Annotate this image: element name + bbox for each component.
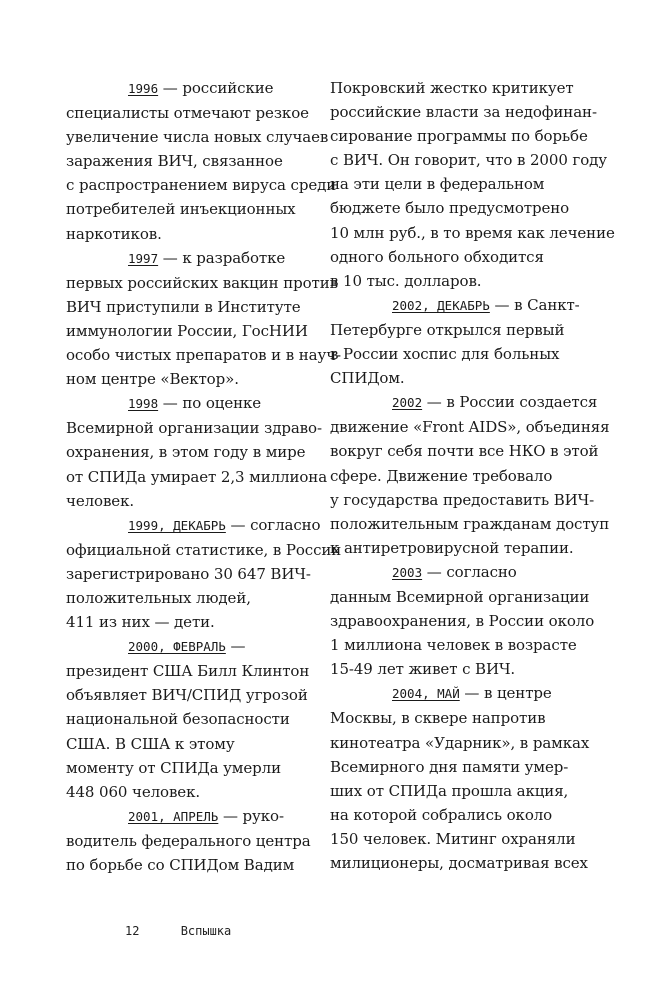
line-text: Всемирной организации здраво- bbox=[66, 419, 322, 438]
line-text: вокруг себя почти все НКО в этой bbox=[330, 442, 599, 461]
line-text: ВИЧ приступили в Институте bbox=[66, 297, 301, 316]
line-text: Петербурге открылся первый bbox=[330, 320, 565, 339]
line-text: — российские bbox=[158, 79, 274, 97]
text-line bbox=[66, 707, 318, 731]
line-text: президент США Билл Клинтон bbox=[66, 662, 310, 681]
page-footer bbox=[125, 924, 231, 938]
line-text: потребителей инъекционных bbox=[66, 200, 296, 219]
text-line bbox=[330, 439, 599, 463]
line-text: наркотиков. bbox=[66, 224, 162, 243]
text-line bbox=[66, 319, 318, 343]
date-marker: 2002 bbox=[392, 395, 423, 411]
text-line bbox=[330, 633, 592, 657]
text-line bbox=[66, 343, 342, 367]
text-line bbox=[66, 222, 318, 246]
line-text: официальной статистике, в России bbox=[66, 540, 342, 559]
text-line bbox=[330, 221, 615, 245]
line-text: к антиретровирусной терапии. bbox=[330, 538, 574, 557]
text-line bbox=[66, 271, 338, 295]
line-text: положительных людей, bbox=[66, 588, 251, 607]
date-marker: 1999, ДЕКАБРЬ bbox=[128, 517, 226, 533]
line-text: 10 млн руб., в то время как лечение bbox=[330, 223, 615, 242]
date-marker: 2001, АПРЕЛЬ bbox=[128, 808, 219, 824]
line-text: специалисты отмечают резкое bbox=[66, 104, 309, 123]
line-text: — в России создается bbox=[422, 393, 598, 412]
text-line bbox=[66, 610, 318, 634]
line-text: — в центре bbox=[459, 684, 552, 703]
line-text: первых российских вакцин против bbox=[66, 273, 338, 292]
text-line bbox=[66, 173, 337, 197]
text-line bbox=[330, 269, 592, 293]
text-line bbox=[66, 246, 318, 271]
line-text: водитель федерального центра bbox=[66, 831, 311, 850]
text-line bbox=[330, 342, 592, 366]
line-text: 15-49 лет живет с ВИЧ. bbox=[330, 660, 516, 679]
text-line bbox=[330, 245, 592, 269]
line-text: с распространением вируса среди bbox=[66, 176, 337, 195]
line-text: данным Всемирной организации bbox=[330, 587, 590, 606]
text-line bbox=[330, 585, 592, 609]
text-line bbox=[66, 125, 329, 149]
line-text: человек. bbox=[66, 491, 135, 510]
date-marker: 2002, ДЕКАБРЬ bbox=[392, 297, 490, 313]
text-line bbox=[66, 659, 318, 683]
date-marker: 2000, ФЕВРАЛЬ bbox=[128, 639, 226, 655]
line-text: — bbox=[225, 637, 246, 656]
text-line bbox=[66, 829, 318, 853]
line-text: милиционеры, досматривая всех bbox=[330, 854, 588, 872]
line-text: ном центре «Вектор». bbox=[66, 370, 239, 389]
text-line bbox=[330, 560, 592, 585]
line-text: 448 060 человек. bbox=[66, 782, 201, 801]
text-line bbox=[66, 513, 321, 538]
line-text: США. В США к этому bbox=[66, 734, 235, 753]
text-line bbox=[66, 149, 318, 173]
line-text: бюджете было предусмотрено bbox=[330, 199, 570, 218]
line-text: движение «Front AIDS», объединяя bbox=[330, 418, 610, 437]
text-line bbox=[330, 148, 607, 172]
line-text: — по оценке bbox=[158, 394, 262, 413]
text-line bbox=[330, 390, 598, 415]
text-line bbox=[330, 124, 592, 148]
line-text: на которой собрались около bbox=[330, 805, 553, 824]
text-line bbox=[66, 489, 318, 513]
line-text: — согласно bbox=[422, 562, 517, 581]
text-line bbox=[330, 366, 592, 390]
line-text: зарегистрировано 30 647 ВИЧ- bbox=[66, 564, 311, 583]
line-text: заражения ВИЧ, связанное bbox=[66, 152, 283, 171]
line-text: на эти цели в федеральном bbox=[330, 175, 545, 194]
line-text: в 10 тыс. долларов. bbox=[330, 271, 482, 290]
text-line bbox=[330, 731, 592, 755]
text-line bbox=[66, 76, 318, 101]
line-text: сирование программы по борьбе bbox=[330, 127, 588, 146]
left-column bbox=[66, 76, 342, 877]
text-line bbox=[330, 851, 592, 875]
text-line bbox=[330, 681, 592, 706]
text-line bbox=[66, 538, 342, 562]
text-line bbox=[66, 295, 318, 319]
line-text: Всемирного дня памяти умер- bbox=[330, 757, 569, 776]
text-line bbox=[66, 465, 328, 489]
line-text: 1 миллиона человек в возрасте bbox=[330, 636, 577, 655]
text-line bbox=[66, 416, 322, 440]
text-line bbox=[66, 440, 318, 464]
date-marker: 1996 bbox=[128, 81, 159, 96]
text-line bbox=[330, 706, 592, 730]
line-text: по борьбе со СПИДом Вадим bbox=[66, 856, 295, 874]
text-line bbox=[330, 657, 592, 681]
line-text: Москвы, в сквере напротив bbox=[330, 709, 546, 728]
line-text: положительным гражданам доступ bbox=[330, 514, 610, 533]
line-text: здравоохранения, в России около bbox=[330, 612, 595, 631]
line-text: Покровский жестко критикует bbox=[330, 79, 574, 97]
text-line bbox=[66, 197, 318, 221]
line-text: СПИДом. bbox=[330, 369, 405, 388]
text-line bbox=[66, 683, 318, 707]
line-text: моменту от СПИДа умерли bbox=[66, 758, 281, 777]
text-line bbox=[330, 609, 595, 633]
text-line bbox=[66, 367, 318, 391]
text-line bbox=[66, 101, 318, 125]
text-line bbox=[66, 562, 318, 586]
text-line bbox=[330, 803, 592, 827]
text-line bbox=[330, 415, 610, 439]
text-line bbox=[66, 634, 318, 659]
line-text: особо чистых препаратов и в науч- bbox=[66, 346, 342, 365]
text-line bbox=[66, 732, 318, 756]
text-line bbox=[66, 853, 318, 877]
text-line bbox=[330, 827, 592, 851]
text-line bbox=[66, 586, 318, 610]
text-line bbox=[66, 756, 318, 780]
line-text: от СПИДа умирает 2,3 миллиона bbox=[66, 467, 328, 486]
line-text: — руко- bbox=[218, 806, 284, 825]
line-text: российские власти за недофинан- bbox=[330, 103, 597, 122]
text-line bbox=[66, 804, 318, 829]
text-line bbox=[330, 196, 592, 220]
line-text: одного больного обходится bbox=[330, 247, 544, 266]
date-marker: 2003 bbox=[392, 564, 423, 580]
line-text: охранения, в этом году в мире bbox=[66, 443, 306, 462]
line-text: 411 из них — дети. bbox=[66, 613, 215, 632]
text-line bbox=[330, 318, 592, 342]
date-marker: 2004, МАЙ bbox=[392, 686, 460, 702]
date-marker: 1997 bbox=[128, 250, 159, 266]
line-text: — к разработке bbox=[158, 248, 286, 267]
date-marker: 1998 bbox=[128, 396, 159, 412]
line-text: в России хоспис для больных bbox=[330, 345, 560, 364]
page-number: 12 bbox=[125, 924, 140, 938]
text-line bbox=[330, 464, 592, 488]
text-line bbox=[330, 100, 597, 124]
line-text: 150 человек. Митинг охраняли bbox=[330, 829, 576, 848]
line-text: увеличение числа новых случаев bbox=[66, 128, 329, 147]
text-line bbox=[66, 391, 318, 416]
line-text: — согласно bbox=[225, 515, 321, 534]
text-line bbox=[330, 172, 592, 196]
line-text: национальной безопасности bbox=[66, 710, 290, 729]
line-text: объявляет ВИЧ/СПИД угрозой bbox=[66, 686, 308, 705]
line-text: ших от СПИДа прошла акция, bbox=[330, 781, 569, 800]
line-text: у государства предоставить ВИЧ- bbox=[330, 490, 595, 509]
running-title: Вспышка bbox=[180, 924, 232, 938]
text-line bbox=[330, 76, 592, 100]
line-text: кинотеатра «Ударник», в рамках bbox=[330, 733, 590, 752]
line-text: — в Санкт- bbox=[489, 295, 580, 314]
line-text: сфере. Движение требовало bbox=[330, 466, 553, 485]
text-line bbox=[330, 512, 610, 536]
text-line bbox=[330, 779, 592, 803]
text-line bbox=[330, 293, 592, 318]
text-line bbox=[330, 755, 592, 779]
line-text: иммунологии России, ГосНИИ bbox=[66, 321, 308, 340]
right-column bbox=[330, 76, 615, 875]
text-line bbox=[330, 536, 592, 560]
line-text: с ВИЧ. Он говорит, что в 2000 году bbox=[330, 151, 607, 170]
text-line bbox=[66, 780, 318, 804]
text-line bbox=[330, 488, 595, 512]
